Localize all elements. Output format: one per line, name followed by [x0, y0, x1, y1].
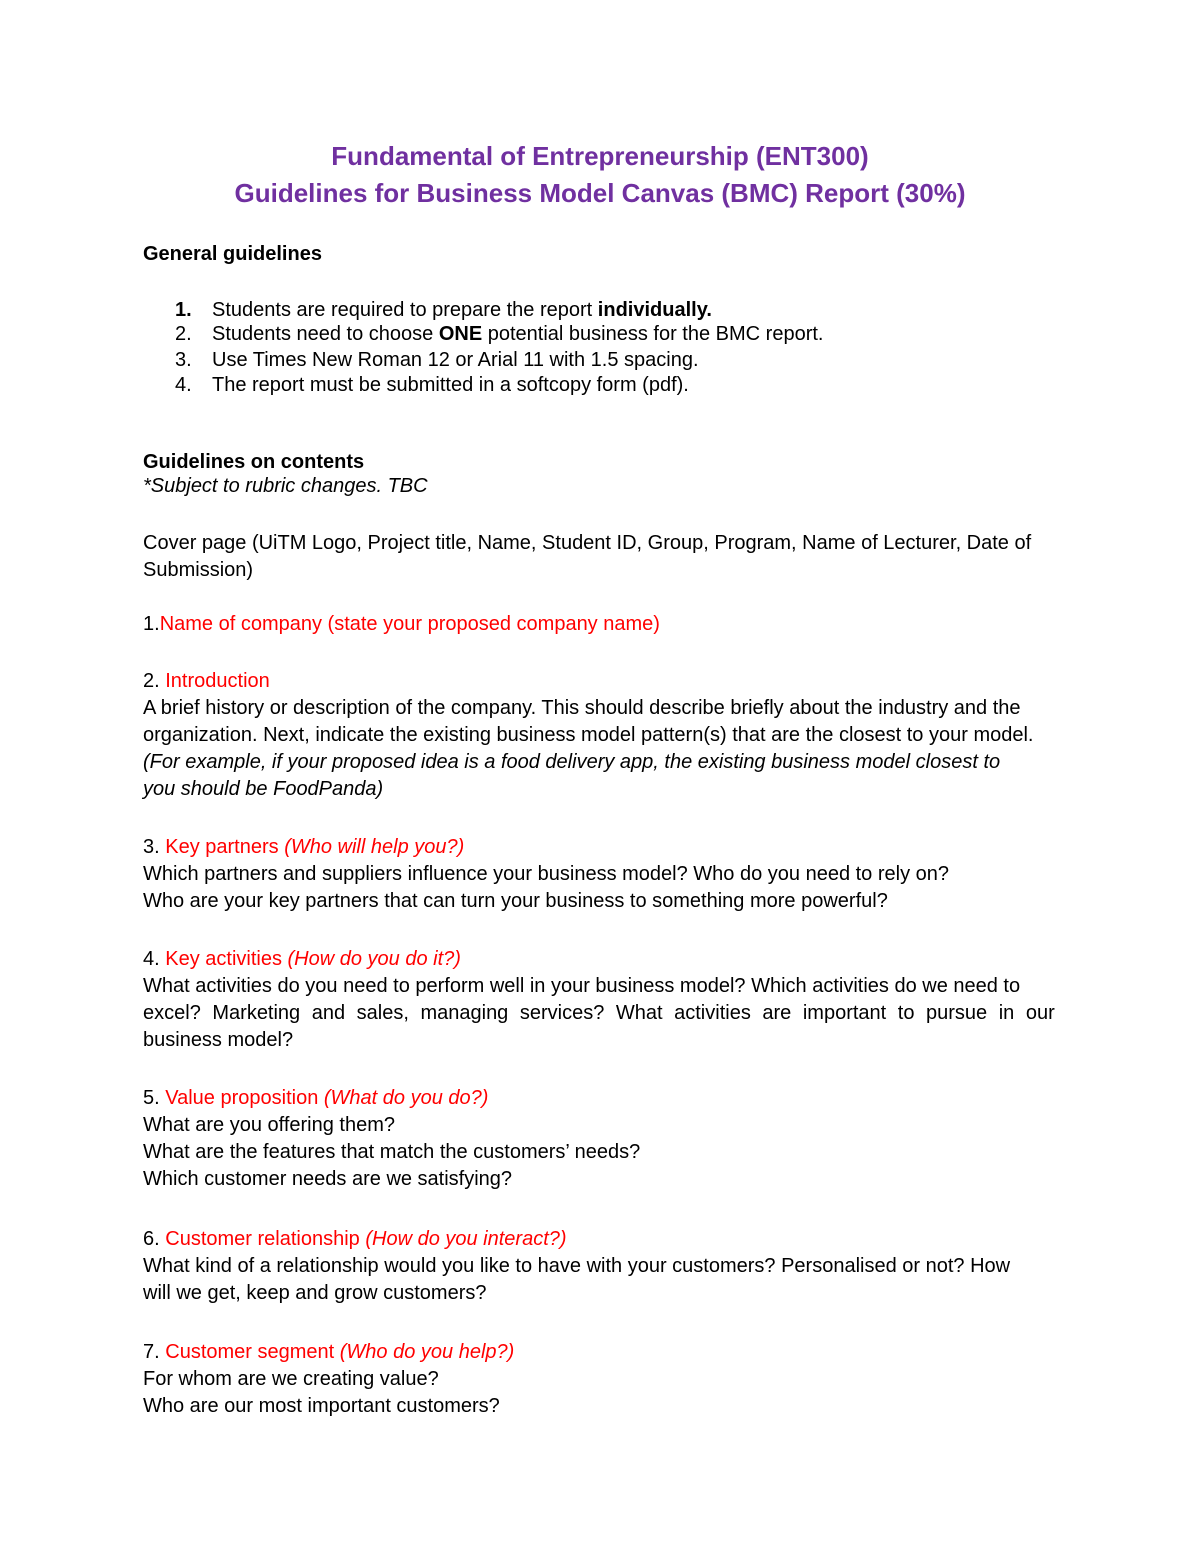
text-line: Which customer needs are we satisfying? [143, 1168, 513, 1190]
section-title: Key activities [165, 948, 288, 970]
list-text-part: potential business for the BMC report. [482, 323, 824, 345]
text-line: A brief history or description of the company. This should describe briefly about the industry and the [143, 697, 1021, 719]
section-4 [143, 946, 1061, 1054]
section-question: (How do you do it?) [287, 948, 461, 970]
list-number: 4. [175, 374, 192, 396]
text-line: business model? [143, 1029, 294, 1051]
text-line: Who are our most important customers? [143, 1395, 500, 1417]
list-text: Use Times New Roman 12 or Arial 11 with 1.5 spacing. [212, 349, 699, 371]
section-5 [143, 1085, 1061, 1193]
section-number: 2. [143, 670, 166, 692]
contents-heading: Guidelines on contents [143, 451, 365, 473]
text-line: organization. Next, indicate the existing business model pattern(s) that are the closest to your model. [143, 724, 1034, 746]
section-number: 6. [143, 1228, 166, 1250]
text-line: (For example, if your proposed idea is a food delivery app, the existing business model closest to [143, 751, 1001, 773]
text-line: Which partners and suppliers influence your business model? Who do you need to rely on? [143, 863, 950, 885]
section-question: (What do you do?) [323, 1087, 489, 1109]
list-text-bold: ONE [438, 323, 483, 345]
text-line: Submission) [143, 559, 254, 581]
section-title: Value proposition [165, 1087, 324, 1109]
section-number: 4. [143, 948, 166, 970]
document-title: Fundamental of Entrepreneurship (ENT300) [331, 141, 869, 171]
general-guidelines-heading: General guidelines [143, 243, 322, 265]
section-heading [143, 946, 1061, 973]
text-line: excel? Marketing and sales, managing services? What activities are important to pursue in our [143, 1002, 1055, 1024]
text-line: you should be FoodPanda) [143, 778, 384, 800]
list-text [212, 297, 1072, 324]
text-line: What activities do you need to perform well in your business model? Which activities do we need to [143, 975, 1021, 997]
list-number: 2. [175, 323, 192, 345]
list-text [212, 321, 1072, 348]
document-subtitle: Guidelines for Business Model Canvas (BMC) Report (30%) [234, 178, 966, 208]
text-line: Who are your key partners that can turn your business to something more powerful? [143, 890, 888, 912]
section-3 [143, 834, 1061, 915]
section-heading [143, 668, 1061, 695]
section-number: 7. [143, 1341, 166, 1363]
text-line: What kind of a relationship would you like to have with your customers? Personalised or not? How [143, 1255, 1011, 1277]
section-2 [143, 668, 1061, 803]
section-question: (How do you interact?) [365, 1228, 567, 1250]
section-title: Name of company (state your proposed company name) [159, 613, 660, 635]
text-line: For whom are we creating value? [143, 1368, 439, 1390]
section-title: Introduction [165, 670, 270, 692]
section-question: (Who will help you?) [284, 836, 465, 858]
list-text-part: Students are required to prepare the report [212, 299, 598, 321]
section-number: 5. [143, 1087, 166, 1109]
list-number: 3. [175, 349, 192, 371]
section-title: Customer segment [165, 1341, 340, 1363]
section-title: Customer relationship [165, 1228, 366, 1250]
section-heading [143, 834, 1061, 861]
general-guidelines-list [143, 297, 1083, 407]
cover-page-description [143, 530, 1061, 584]
text-line: What are you offering them? [143, 1114, 395, 1136]
section-heading [143, 1226, 1061, 1253]
text-line: will we get, keep and grow customers? [143, 1282, 487, 1304]
section-1-heading [143, 611, 1061, 638]
text-line: Cover page (UiTM Logo, Project title, Name, Student ID, Group, Program, Name of Lecturer, Date of [143, 532, 1032, 554]
list-text-part: Students need to choose [212, 323, 439, 345]
text-line: What are the features that match the customers’ needs? [143, 1141, 641, 1163]
list-text: The report must be submitted in a softcopy form (pdf). [212, 374, 689, 396]
list-number: 1. [175, 299, 192, 321]
rubric-note: *Subject to rubric changes. TBC [143, 475, 428, 497]
section-number: 3. [143, 836, 166, 858]
section-heading [143, 1085, 1061, 1112]
section-heading [143, 1339, 1061, 1366]
section-6 [143, 1226, 1061, 1307]
list-text-bold: individually. [597, 299, 712, 321]
section-number: 1. [143, 613, 160, 635]
section-title: Key partners [165, 836, 285, 858]
section-question: (Who do you help?) [339, 1341, 515, 1363]
section-7 [143, 1339, 1061, 1420]
